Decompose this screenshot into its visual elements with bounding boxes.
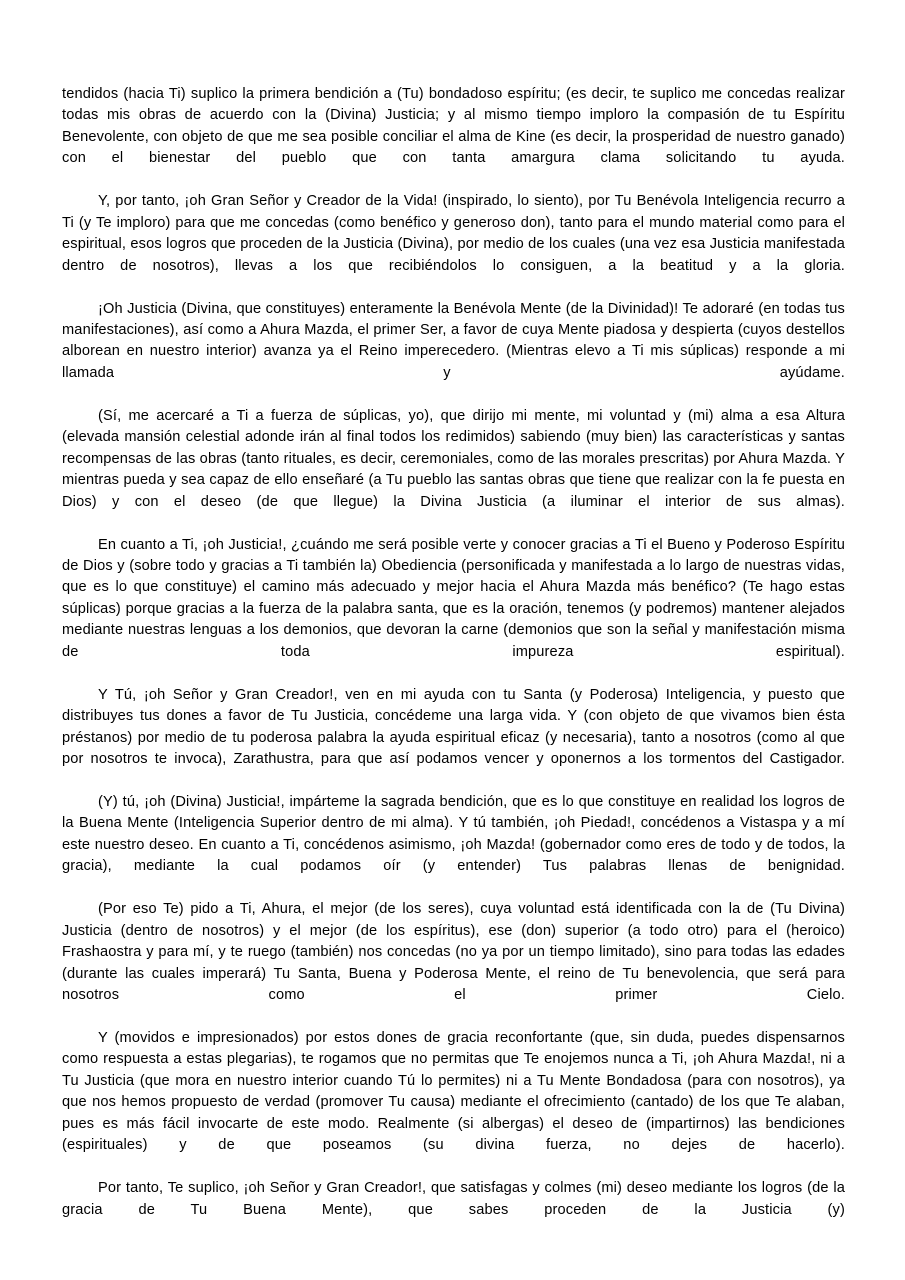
paragraph: Y (movidos e impresionados) por estos dones de gracia reconfortante (que, sin duda, puedes dispensarnos como respuesta a estas plegarias), te rogamos que no permitas que Te enojemos nunca a Ti, ¡oh Ahura Mazda!, ni a Tu Justicia (que mora en nuestro interior cuando Tú lo permites) ni a Tu Mente Bondadosa (para con nosotros), ya que nos hemos propuesto de verdad (promover Tu causa) mediante el ofrecimiento (cantado) de los que Te alaban, pues es más fácil invocarte de este modo. Realmente (si albergas) el deseo de (impartirnos) las bendiciones (espirituales) y de que poseamos (su divina fuerza, no dejes de hacerlo). [62, 1029, 845, 1154]
paragraph: Por tanto, Te suplico, ¡oh Señor y Gran Creador!, que satisfagas y colmes (mi) deseo mediante los logros (de la gracia de Tu Buena Mente), que sabes proceden de la Justicia (y) [62, 1180, 845, 1218]
paragraph: (Sí, me acercaré a Ti a fuerza de súplicas, yo), que dirijo mi mente, mi voluntad y (mi) alma a esa Altura (elevada mansión celestial adonde irán al final todos los redimidos) sabiendo (muy bien) las características y santas recompensas de las obras (tanto rituales, es decir, ceremoniales, como de las morales prescritas) por Ahura Mazda. Y mientras pueda y sea capaz de ello enseñaré (a Tu pueblo las santas obras que tiene que realizar con la fe puesta en Dios) y con el deseo (de que llegue) la Divina Justicia (a iluminar el interior de sus almas). [62, 407, 845, 510]
paragraph: En cuanto a Ti, ¡oh Justicia!, ¿cuándo me será posible verte y conocer gracias a Ti el Bueno y Poderoso Espíritu de Dios y (sobre todo y gracias a Ti también la) Obediencia (personificada y manifestada a lo largo de nuestras vidas, que es lo que constituye) el camino más adecuado y mejor hacia el Ahura Mazda más benéfico? (Te hago estas súplicas) porque gracias a la fuerza de la palabra santa, que es la oración, tenemos (y podremos) mantener alejados mediante nuestras lenguas a los demonios, que devoran la carne (demonios que son la señal y manifestación misma de toda impureza espiritual). [62, 536, 845, 660]
paragraph: tendidos (hacia Ti) suplico la primera bendición a (Tu) bondadoso espíritu; (es decir, te suplico me concedas realizar todas mis obras de acuerdo con la (Divina) Justicia; y al mismo tiempo imploro la compasión de tu Espíritu Benevolente, con objeto de que me sea posible conciliar el alma de Kine (es decir, la prosperidad de nuestro ganado) con el bienestar del pueblo que con tanta amargura clama solicitando tu ayuda. [62, 86, 845, 167]
paragraph: Y, por tanto, ¡oh Gran Señor y Creador de la Vida! (inspirado, lo siento), por Tu Benévola Inteligencia recurro a Ti (y Te imploro) para que me concedas (como benéfico y generoso don), tanto para el mundo material como para el espiritual, esos logros que proceden de la Justicia (Divina), por medio de los cuales (una vez esa Justicia manifestada dentro de nosotros), llevas a los que recibiéndolos lo consiguen, a la beatitud y a la gloria. [62, 193, 845, 274]
paragraph: Y Tú, ¡oh Señor y Gran Creador!, ven en mi ayuda con tu Santa (y Poderosa) Inteligencia, y puesto que distribuyes tus dones a favor de Tu Justicia, concédeme una larga vida. Y (con objeto de que vivamos bien ésta préstanos) por medio de tu poderosa palabra la ayuda espiritual eficaz (y necesaria), tanto a nosotros (como al que por nosotros te invoca), Zarathustra, para que así podamos vencer y oponernos a los tormentos del Castigador. [62, 686, 845, 768]
paragraph: (Y) tú, ¡oh (Divina) Justicia!, impárteme la sagrada bendición, que es lo que constituye en realidad los logros de la Buena Mente (Inteligencia Superior dentro de mi alma). Y tú también, ¡oh Piedad!, concédenos a Vistaspa y a mí este nuestro deseo. En cuanto a Ti, concédenos asimismo, ¡oh Mazda! (gobernador como eres de todo y de todos, la gracia), mediante la cual podamos oír (y entender) Tus palabras llenas de benignidad. [62, 793, 845, 875]
paragraph: ¡Oh Justicia (Divina, que constituyes) enteramente la Benévola Mente (de la Divinidad)! Te adoraré (en todas tus manifestaciones), así como a Ahura Mazda, el primer Ser, a favor de cuya Mente piadosa y despierta (cuyos destellos alborean en nuestro interior) avanza ya el Reino imperecedero. (Mientras elevo a Ti mis súplicas) responde a mi llamada y ayúdame. [62, 300, 845, 381]
body-text-column [62, 84, 845, 1242]
paragraph: (Por eso Te) pido a Ti, Ahura, el mejor (de los seres), cuya voluntad está identificada con la de (Tu Divina) Justicia (dentro de nosotros) y el mejor (de los espíritus), ese (don) superior (a todo otro) para el (heroico) Frashaostra y para mí, y te ruego (también) nos concedas (no ya por un tiempo limitado), sino para todas las edades (durante las cuales imperará) Tu Santa, Buena y Poderosa Mente, el reino de Tu benevolencia, que será para nosotros como el primer Cielo. [62, 901, 845, 1004]
